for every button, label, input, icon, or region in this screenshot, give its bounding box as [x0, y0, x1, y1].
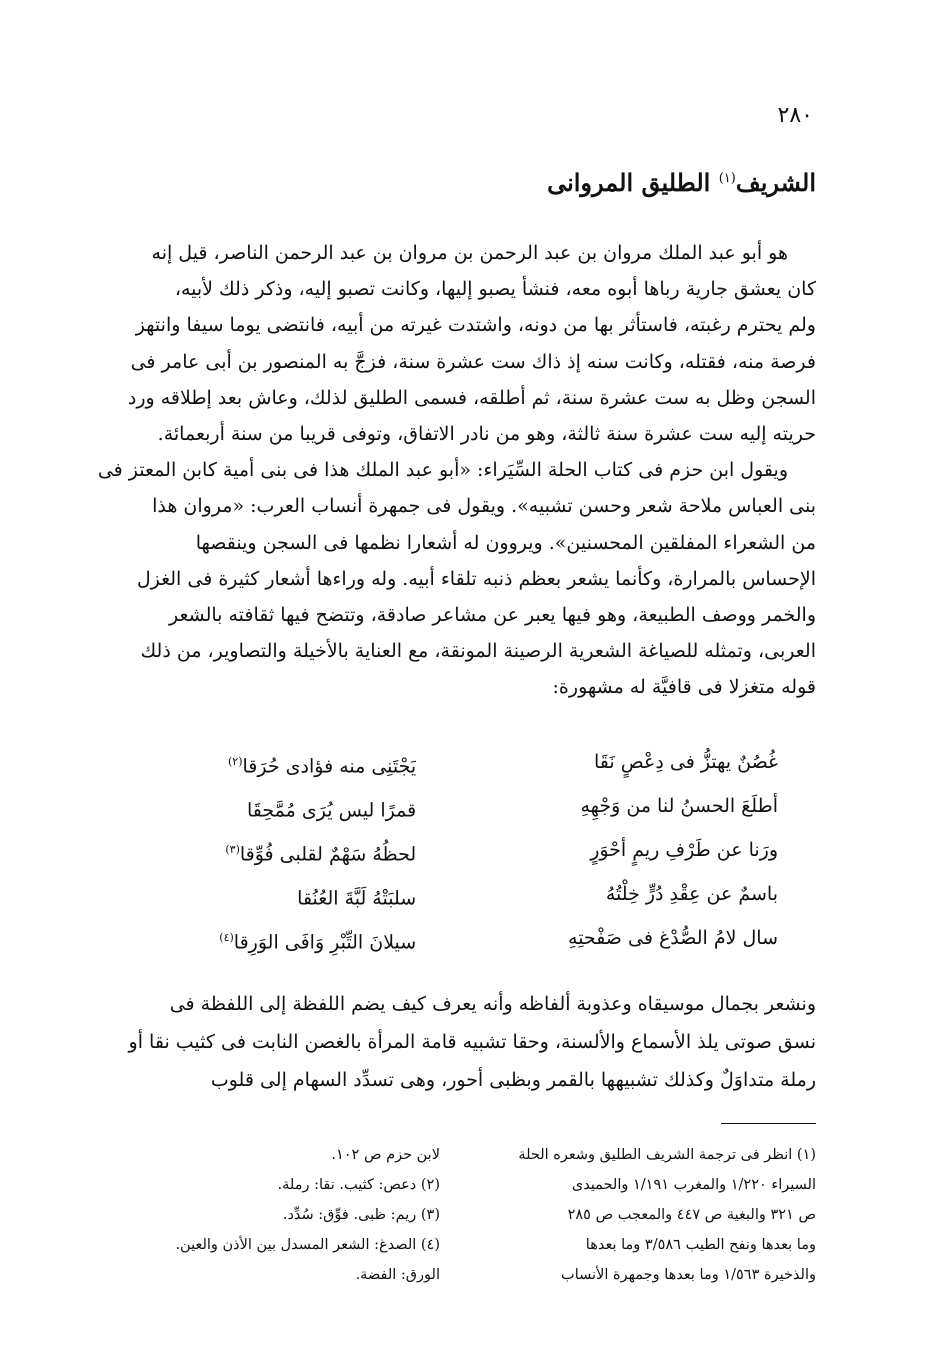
page-number: ٢٨٠	[777, 103, 813, 128]
footnote-line: (٣) ريم: ظبى. فوِّق: سُدِّد.	[282, 1207, 440, 1223]
verse-second-hemistich	[108, 740, 416, 784]
footnotes-left-column	[70, 1140, 440, 1290]
heading-title-rest: الطليق المروانى	[547, 168, 719, 197]
text-line: ولم يحترم رغبته، فاستأثر بها من دونه، واشتدت غيرته من أبيه، فانتضى يوما سيفا وانتهز	[135, 314, 816, 337]
verse-first-hemistich: أطلَعَ الحسنُ لنا من وَجْهِهِ	[580, 795, 778, 817]
body-paragraph-2	[78, 985, 816, 1099]
text-line: قوله متغزلا فى قافيَّة له مشهورة:	[552, 676, 816, 699]
verse-footnote-ref: (٣)	[225, 843, 240, 856]
footnote-line: لابن حزم ص ١٠٢.	[331, 1147, 440, 1163]
verse-footnote-ref: (٤)	[219, 931, 234, 944]
footnote-line: السيراء ١/٢٢٠ والمغرب ١/١٩١ والحميدى	[571, 1177, 816, 1193]
verse-line	[108, 872, 778, 916]
verse-second-text: لحظُهُ سَهْمٌ لقلبى فُوِّقا	[239, 843, 417, 866]
verse-first-hemistich: غُصُنٌ يهتزُّ فى دِعْصٍ نَقَا	[594, 751, 778, 773]
verse-first-hemistich: باسمٌ عن عِقْدِ دُرٍّ خِلْتُهُ	[605, 883, 778, 905]
footnote-divider	[721, 1123, 816, 1124]
text-line: الإحساس بالمرارة، وكأنما يشعر بعظم ذنبه تلقاء أبيه. وله وراءها أشعار كثيرة فى الغزل	[136, 567, 816, 590]
footnote-line: ص ٣٢١ والبغية ص ٤٤٧ والمعجب ص ٢٨٥	[567, 1207, 816, 1223]
footnote-line: (٤) الصدغ: الشعر المسدل بين الأذن والعين.	[175, 1237, 440, 1253]
verse-first-hemistich: سال لامُ الصُّدْغ فى صَفْحتِهِ	[568, 927, 778, 949]
footnote-line: وما بعدها ونفح الطيب ٣/٥٨٦ وما بعدها	[585, 1237, 816, 1253]
verse-second-hemistich	[108, 872, 416, 916]
text-line: كان يعشق جارية رباها أبوه معه، فنشأ يصبو إليها، وكانت تصبو إليه، وذكر ذلك لأبيه،	[174, 278, 816, 301]
verse-second-text: سيلانَ التِّبْرِ وَافَى الوَرِقا	[233, 931, 417, 954]
text-line: والخمر ووصف الطبيعة، وهو فيها يعبر عن مشاعر صادقة، وتتضح فيها ثقافته بالشعر	[168, 604, 816, 627]
text-line: ونشعر بجمال موسيقاه وعذوبة ألفاظه وأنه يعرف كيف يضم اللفظة إلى اللفظة فى	[169, 993, 816, 1015]
verse-second-hemistich	[108, 784, 416, 828]
heading-footnote-ref: (١)	[718, 171, 736, 186]
verse-second-text: سلبَتْهُ لَبَّةَ العُنُقا	[297, 887, 417, 910]
verse-line	[108, 828, 778, 872]
verse-first-hemistich: ورَنا عن طَرْفِ ريمٍ أحْوَرٍ	[590, 839, 778, 861]
verse-second-text: يَجْتَنِى منه فؤادى حُرَقا	[242, 755, 417, 778]
text-line: هو أبو عبد الملك مروان بن عبد الرحمن بن مروان بن عبد الرحمن الناصر، قيل إنه	[151, 242, 788, 264]
footnote-line: والذخيرة ١/٥٦٣ وما بعدها وجمهرة الأنساب	[561, 1267, 816, 1283]
verse-second-hemistich	[108, 916, 416, 960]
verse-line	[108, 916, 778, 960]
verse-second-text: قمرًا ليس يُرَى مُمَّحِقَا	[247, 799, 417, 822]
text-line: بنى العباس ملاحة شعر وحسن تشبيه». ويقول فى جمهرة أنساب العرب: «مروان هذا	[152, 495, 816, 518]
footnotes	[70, 1140, 816, 1290]
verse-line	[108, 784, 778, 828]
text-line: من الشعراء المفلقين المحسنين». ويروون له أشعارا نظمها فى السجن وينقصها	[195, 531, 816, 554]
verse-line	[108, 740, 778, 784]
section-heading	[80, 168, 816, 197]
text-line: ويقول ابن حزم فى كتاب الحلة السِّيَراء: «أبو عبد الملك هذا فى بنى أمية كابن المعتز فى	[97, 459, 788, 482]
text-line: رملة متداوَلٌ وكذلك تشبيهها بالقمر وبظبى أحور، وهى تسدِّد السهام إلى قلوب	[210, 1069, 816, 1091]
text-line: حريته إليه ست عشرة سنة ثالثة، وهو من نادر الاتفاق، وتوفى قريبا من سنة أربعمائة.	[157, 423, 816, 446]
text-line: العربى، وتمثله للصياغة الشعرية الرصينة المونقة، مع العناية بالأخيلة والتصاوير، من ذلك	[140, 640, 816, 663]
footnote-line: (١) انظر فى ترجمة الشريف الطليق وشعره الحلة	[518, 1147, 816, 1163]
text-line: السجن وظل به ست عشرة سنة، ثم أطلقه، فسمى الطليق لذلك، وعاش بعد إطلاقه ورد	[127, 386, 816, 409]
footnote-line: (٢) دعص: كثيب. نقا: رملة.	[277, 1177, 440, 1193]
heading-title: الشريف	[735, 168, 816, 197]
text-line: نسق صوتى يلذ الأسماع والألسنة، وحقا تشبيه قامة المرأة بالغصن النابت فى كثيب نقا أو	[128, 1031, 816, 1053]
verse-footnote-ref: (٢)	[227, 755, 243, 768]
body-paragraph	[78, 235, 816, 706]
text-line: فرصة منه، فقتله، وكانت سنه إذ ذاك ست عشرة سنة، فزجَّ به المنصور بن أبى عامر فى	[130, 350, 816, 373]
footnotes-right-column	[464, 1140, 816, 1290]
verse-second-hemistich	[108, 828, 416, 872]
footnote-line: الورق: الفضة.	[355, 1267, 440, 1283]
poem-verses	[108, 740, 778, 960]
